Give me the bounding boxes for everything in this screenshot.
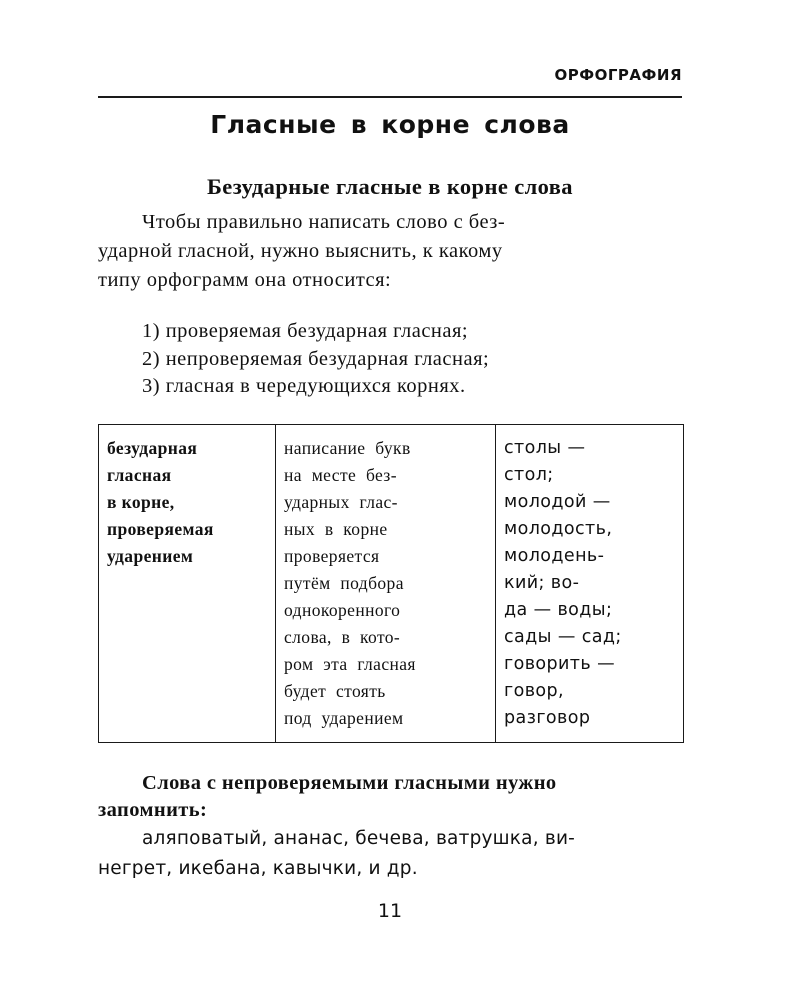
rule-table [98,424,684,743]
rule-line: слова, в кото- [284,627,401,647]
rule-line: на месте без- [284,465,397,485]
example-line: молодень- [504,546,605,566]
example-line: кий; во- [504,573,580,593]
rule-line: ударных глас- [284,492,398,512]
term-line: безударная [107,438,198,458]
memo-heading-line: запомнить: [98,799,208,821]
memo-heading-line: Слова с непроверяемыми гласными нужно [142,772,557,794]
rule-cell [276,425,496,743]
rule-line: ных в корне [284,519,388,539]
running-head [98,62,682,98]
table-row [99,425,684,743]
example-line: стол; [504,465,554,485]
example-line: да — воды; [504,600,613,620]
section-subtitle: Безударные гласные в корне слова [207,174,573,199]
list-item: 2) непроверяемая безударная гласная; [142,347,490,370]
intro-line: типу орфограмм она относится: [98,269,392,291]
rule-line: однокоренного [284,600,401,620]
intro-line: ударной гласной, нужно выяснить, к какому [98,240,503,262]
running-head-label: ОРФОГРАФИЯ [554,66,682,84]
memo-example-line: негрет, икебана, кавычки, и др. [98,858,418,879]
example-line: говор, [504,681,564,701]
example-line: сады — сад; [504,627,622,647]
example-line: столы — [504,438,586,458]
list-item: 1) проверяемая безударная гласная; [142,320,469,342]
rule-line: будет стоять [284,681,386,701]
example-line: говорить — [504,654,615,674]
term-cell [99,425,276,743]
rule-line: написание букв [284,438,411,458]
list-item: 3) гласная в чередующихся корнях. [142,375,466,397]
orthogram-types-list [142,318,489,401]
page-number: 11 [377,900,403,922]
term-line: в корне, [107,492,175,512]
intro-line: Чтобы правильно написать слово с без- [142,211,506,233]
example-line: молодость, [504,519,613,539]
memorize-section [98,770,688,884]
intro-paragraph [98,208,682,295]
page-title: Гласные в корне слова [210,110,570,139]
rule-line: проверяется [284,546,380,566]
rule-line: под ударением [284,708,404,728]
term-line: гласная [107,465,172,485]
example-cell [496,425,684,743]
example-line: разговор [504,708,591,728]
term-line: ударением [107,546,194,566]
memo-example-line: аляповатый, ананас, бечева, ватрушка, ви- [142,828,576,849]
rule-line: путём подбора [284,573,404,593]
term-line: проверяемая [107,519,214,539]
rule-line: ром эта гласная [284,654,416,674]
example-line: молодой — [504,492,611,512]
